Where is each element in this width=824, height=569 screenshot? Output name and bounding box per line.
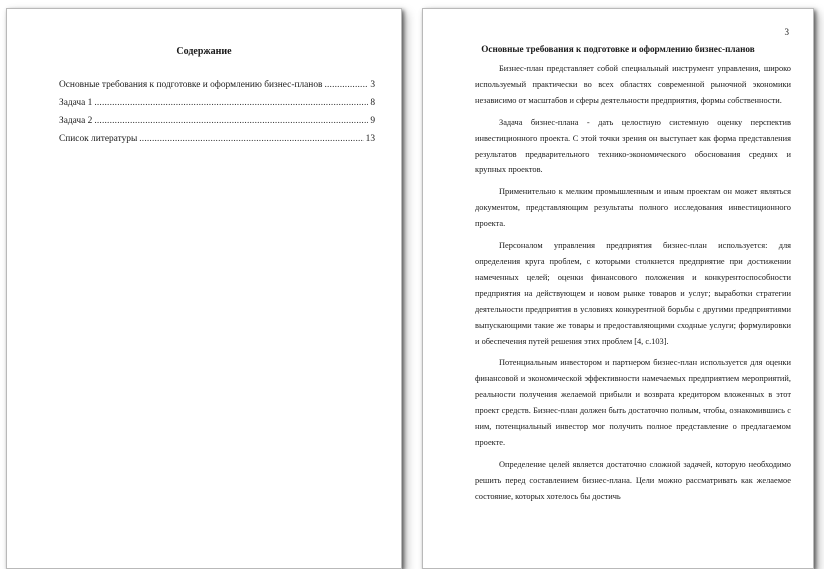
page-number: 3 — [784, 27, 789, 37]
paragraph: Применительно к мелким промышленным и иным проектам он может являться документом, представляющим результаты полного исследования инвестиционного проекта. — [475, 187, 791, 229]
toc-leader-dots — [139, 133, 363, 145]
paragraph: Потенциальным инвестором и партнером бизнес-план используется для оценки финансовой и экономической эффективности намечаемых предприятием мероприятий, реальности получения желаемой прибыли и возврата кредитором вложенных в этот проект средств. Бизнес-план должен быть достаточно полным, чтобы, ознакомившись с ним, потенциальный инвестор мог получить полное представление о предлагаемом проекте. — [475, 358, 791, 447]
toc-list — [59, 79, 375, 151]
section-heading: Основные требования к подготовке и оформлению бизнес-планов — [481, 44, 755, 54]
toc-entry-page: 8 — [370, 98, 375, 108]
toc-entry-page: 3 — [370, 80, 375, 90]
toc-leader-dots — [324, 79, 368, 91]
toc-entry[interactable] — [59, 97, 375, 115]
toc-entry-label: Задача 2 — [59, 116, 93, 126]
toc-page — [6, 8, 402, 569]
toc-entry-label: Список литературы — [59, 134, 138, 144]
toc-title: Содержание — [176, 46, 232, 57]
content-page — [422, 8, 814, 569]
toc-entry-page: 13 — [365, 134, 375, 144]
body-text — [475, 61, 791, 511]
toc-entry-page: 9 — [370, 116, 375, 126]
paragraph: Бизнес-план представляет собой специальный инструмент управления, широко используемый практически во всех областях современной рыночной экономики независимо от масштабов и сферы деятельности предприятия, формы собственности. — [475, 64, 791, 105]
toc-entry[interactable] — [59, 115, 375, 133]
paragraph: Определение целей является достаточно сложной задачей, которую необходимо решить перед составлением бизнес-плана. Цели можно рассматривать как желаемое состояние, которых хотелось бы достичь — [475, 459, 791, 501]
paragraph: Задача бизнес-плана - дать целостную системную оценку перспектив инвестиционного проекта. С этой точки зрения он выступает как форма представления результатов предварительного технико-экономического обоснования средних и крупных проектов. — [475, 117, 791, 175]
toc-leader-dots — [94, 115, 368, 127]
toc-entry[interactable] — [59, 133, 375, 151]
toc-entry-label: Задача 1 — [59, 98, 93, 108]
paragraph: Персоналом управления предприятия бизнес-план используется: для определения круга проблем, с которыми столкнется предприятие при достижении намеченных целей; оценки финансового положения и конкурентоспособности предприятия на действующем и новом рынке товаров и услуг; выработки стратегии деятельности предприятия в условиях конкурентной борьбы с другими предприятиями выпускающими такие же товары и предоставляющими сходные услуги; формулировки и обеспечения путей решения этих проблем [4, с.103]. — [475, 241, 791, 346]
toc-entry-label: Основные требования к подготовке и оформлению бизнес-планов — [59, 80, 323, 90]
toc-leader-dots — [94, 97, 368, 109]
toc-entry[interactable] — [59, 79, 375, 97]
